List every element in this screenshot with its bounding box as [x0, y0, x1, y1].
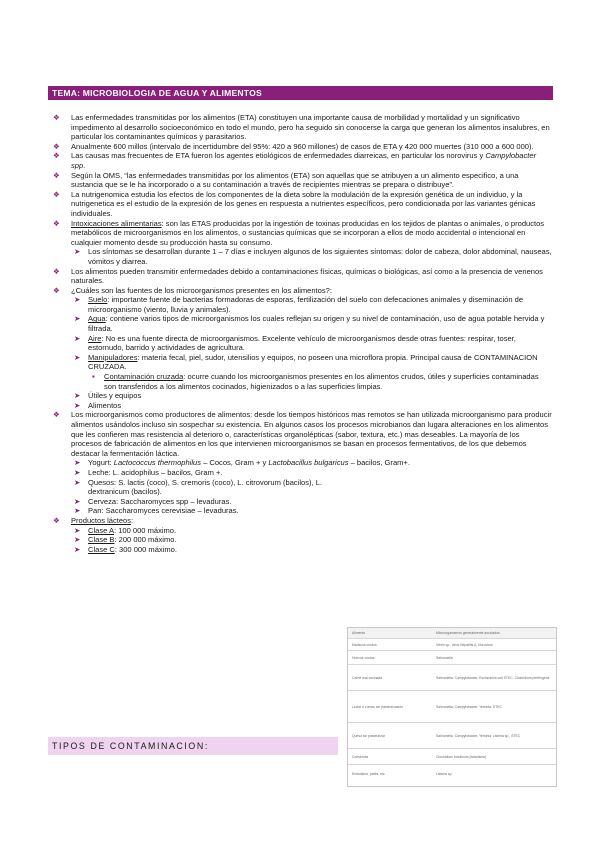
sub-list-item: ➤ Agua: contiene varios tipos de microorganismos los cuales reflejan su origen y su nivel de contaminación, uso de agua potable hervida y filtrada. — [74, 314, 545, 334]
list-item: ❖ Las enfermedades transmitidas por los alimentos (ETA) constituyen una importante causa de morbilidad y mortalidad y un significativo impedimento al desarrollo socioeconómico en todo el mundo, pero ha seguido sin conocerse la carga que generan los alimentos insalubres, en particular los contaminantes químicos y parasitarios. — [53, 113, 550, 142]
sub-list-item: ➤ Leche: L. acidophilus – bacilos, Gram +. — [74, 467, 223, 477]
sub-list-item: ➤ Suelo: importante fuente de bacterias formadoras de esporas, fertilización del suelo con defecaciones animales y diseminación de microorganismo (viento, lluvia y animales). — [74, 295, 524, 314]
arrow-bullet-icon: ➤ — [74, 535, 81, 545]
diamond-bullet-icon: ❖ — [53, 141, 60, 151]
document-body — [52, 113, 552, 554]
arrow-bullet-icon: ➤ — [74, 400, 81, 410]
sub-list-item: ➤ Yogurt: Lactococcus thermophilus – Cocos, Gram + y Lactobacillus bulgaricus – bacilos, Gram+. — [74, 458, 410, 468]
sub-list-item: ➤ Cerveza: Saccharomyces spp – levaduras. — [74, 496, 232, 506]
arrow-bullet-icon: ➤ — [74, 391, 81, 401]
list-item: ❖ Los alimentos pueden transmitir enfermedades debido a contaminaciones físicas, químicas o biológicas, así como a la presencia de venenos naturales. — [53, 266, 543, 286]
table-row: Conservas Clostridium botulinum (botulismo) — [348, 748, 556, 765]
square-bullet-icon: ▪ — [92, 372, 95, 382]
diamond-bullet-icon: ❖ — [53, 266, 60, 276]
sub-list-item: ➤ Pan: Saccharomyces cerevisiae – levaduras. — [74, 506, 239, 516]
arrow-bullet-icon: ➤ — [74, 352, 81, 362]
table-row: Huevos crudos Salmonella — [348, 650, 556, 665]
list-item: ❖ ¿Cuáles son las fuentes de los microorganismos presentes en los alimentos?: — [53, 285, 332, 295]
diamond-bullet-icon: ❖ — [53, 113, 60, 122]
list-item: ❖ Productos lácteos: — [53, 515, 134, 525]
list-item: ❖ Las causas mas frecuentes de ETA fueron los agentes etiológicos de enfermedades diarreicas, en particular los norovirus y Campylobacter spp. — [53, 151, 537, 170]
sub-list-item: ➤ Clase C: 300 000 máximo. — [74, 544, 177, 554]
table-row: Carne mal cocinada Salmonella, Campylobacter, Escherichia coli STEC, Clostridium perfringens — [348, 664, 556, 691]
arrow-bullet-icon: ➤ — [74, 467, 81, 477]
sub-list-item: ➤ Clase A: 100 000 máximo. — [74, 525, 177, 535]
diamond-bullet-icon: ❖ — [53, 515, 60, 525]
arrow-bullet-icon: ➤ — [74, 525, 81, 535]
arrow-bullet-icon: ➤ — [74, 295, 81, 305]
arrow-bullet-icon: ➤ — [74, 458, 81, 468]
diamond-bullet-icon: ❖ — [53, 218, 60, 228]
list-item: ❖ Según la OMS, “las enfermedades transmitidas por los alimentos (ETA) son aquellas que se atribuyen a un alimento especifico, a una sustancia que se le ha incorporado o a su contaminación a través de recipientes mientras se prepara o distribuye”. — [53, 170, 519, 190]
food-microorganism-table-image — [347, 627, 557, 787]
table-row: Embutidos, patés, etc. Listeria sp. — [348, 764, 556, 785]
section-title: TIPOS DE CONTAMINACION: — [52, 741, 209, 751]
arrow-bullet-icon: ➤ — [74, 333, 81, 343]
list-item: ❖ Anualmente 600 millos (intervalo de incertidumbre del 95%: 420 a 960 millones) de casos de ETA y 420 000 muertes (310 000 a 600 000). — [53, 141, 534, 151]
arrow-bullet-icon: ➤ — [74, 247, 81, 257]
arrow-bullet-icon: ➤ — [74, 477, 81, 487]
topic-title: TEMA: MICROBIOLOGIA DE AGUA Y ALIMENTOS — [52, 88, 262, 98]
sub-list-item: ➤ Los síntomas se desarrollan durante 1 – 7 días e incluyen algunos de los siguientes síntomas: dolor de cabeza, dolor abdominal, nauseas, vómitos y diarrea. — [74, 247, 552, 266]
arrow-bullet-icon: ➤ — [74, 496, 81, 506]
topic-header — [48, 86, 553, 100]
diamond-bullet-icon: ❖ — [53, 285, 60, 295]
sub-list-item: ➤ Clase B: 200 000 máximo. — [74, 535, 177, 545]
sub-list-item: ➤ Útiles y equipos — [74, 391, 142, 401]
diamond-bullet-icon: ❖ — [53, 189, 60, 199]
diamond-bullet-icon: ❖ — [53, 151, 60, 161]
sub-list-item: ➤ Manipuladores: materia fecal, piel, sudor, utensilios y equipos, no poseen una microflora propia. Principal causa de CONTAMINACION CRUZADA. — [74, 352, 538, 372]
section-header — [48, 737, 338, 755]
arrow-bullet-icon: ➤ — [74, 544, 81, 554]
sub-list-item: ➤ Quesos: S. lactis (coco), S. cremoris (coco), L. citrovorum (bacilos), L. dextranicum (bacilos). — [74, 477, 323, 497]
list-item: ❖ Los microorganismos como productores de alimentos: desde los tiempos históricos mas remotos se han utilizada microorganismo para producir alimentos usándolos incluso sin sospechar su existencia. En algunos casos los procesos microbianos dan lugara alteraciones en los alimentos que les confieren mas resistencia al deterioro o, características organolépticas (sabor, textura, etc.) mas deseables. La mayoría de los procesos de fabricación de alimentos en los que intervienen microorganismos se basan en procesos fermentativos, de los que debemos destacar la fermentación láctica. — [53, 410, 552, 458]
table-row: Mariscos crudos Vibrio sp., virus Hepatitis A, Norovirus — [348, 638, 556, 651]
sub-list-item: ➤ Alimentos — [74, 400, 122, 410]
table-row: Queso sin pasteurizar Salmonella, Campylobacter, Yersinia, Listeria sp., STEC — [348, 722, 556, 749]
diamond-bullet-icon: ❖ — [53, 410, 60, 420]
list-item: ❖ Intoxicaciones alimentarias: son las ETAS producidas por la ingestión de toxinas producidas en los tejidos de plantas o animales, o productos metabólicos de microorganismos en los alimentos, o sustancias químicas que se incorporan a ellos de modo accidental o intencional en cualquier momento desde su producción hasta su consumo. — [53, 218, 545, 247]
arrow-bullet-icon: ➤ — [74, 506, 81, 516]
sub-list-item: ➤ Aire: No es una fuente directa de microorganismos. Excelente vehículo de microorganismos desde otras fuentes: respirar, toser, estornudo, barrido y actividades de agricultura. — [74, 333, 516, 353]
diamond-bullet-icon: ❖ — [53, 170, 60, 180]
arrow-bullet-icon: ➤ — [74, 314, 81, 324]
table-header-row: Alimento Microorganismos generalmente asociados — [348, 628, 556, 638]
sub-sub-list-item: ▪ Contaminación cruzada: ocurre cuando los microorganismos presentes en los alimentos crudos, útiles y superficies contaminadas son transferidos a los alimentos cocinados, higienizados o a las superficies limpias. — [92, 372, 539, 391]
table-row: Leche o zumos sin pasteurización Salmonella, Campylobacter, Yersinia, STEC — [348, 690, 556, 723]
list-item: ❖ La nutrigenomica estudia los efectos de los componentes de la dieta sobre la modulación de la expresión genética de un individuo, y la nutrigenetica es el estudio de la expresión de los genes en respuesta a nutrientes específicos, pero condicionada por las variantes génicas individuales. — [53, 189, 536, 218]
